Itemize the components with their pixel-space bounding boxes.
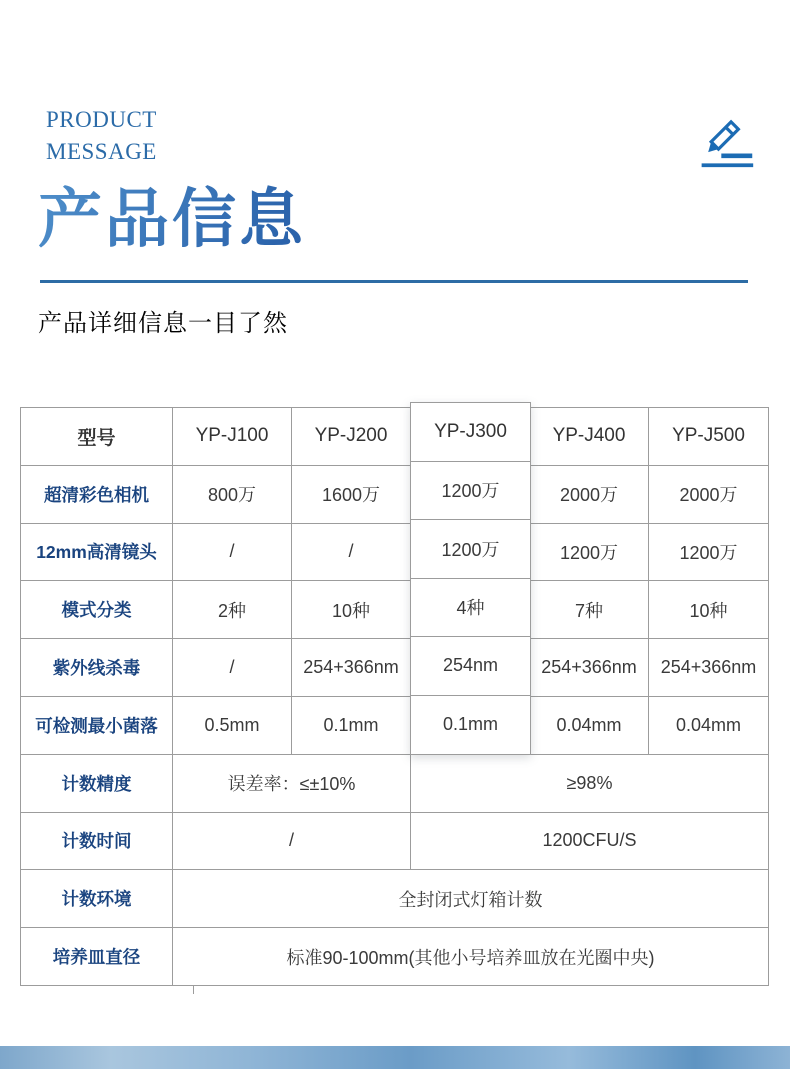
column-header-ypj400: YP-J400 (530, 408, 649, 466)
eyebrow-text (46, 104, 157, 168)
row-label-lens: 12mm高清镜头 (21, 524, 173, 582)
value-cell: 2000万 (649, 466, 769, 524)
value-cell: 254+366nm (530, 639, 649, 697)
highlight-value-cell: 0.1mm (442, 714, 498, 735)
row-label-camera: 超清彩色相机 (21, 466, 173, 524)
column-header-ypj200: YP-J200 (292, 408, 411, 466)
highlight-column-card (410, 402, 531, 755)
highlight-value-cell: 4种 (411, 579, 530, 638)
value-cell: / (173, 639, 292, 697)
eyebrow-line1: PRODUCT (46, 107, 157, 132)
footer-accent-bar (0, 1046, 790, 1069)
row-label-modes: 模式分类 (21, 581, 173, 639)
title-underline (40, 280, 748, 283)
value-cell: 254+366nm (649, 639, 769, 697)
value-cell: 254+366nm (292, 639, 411, 697)
value-cell: 2000万 (530, 466, 649, 524)
spec-table (20, 407, 769, 986)
row-label-uv: 紫外线杀毒 (21, 639, 173, 697)
column-header-ypj300: YP-J300 (411, 403, 530, 462)
pencil-icon (696, 102, 756, 174)
merged-value-full: 全封闭式灯箱计数 (173, 870, 769, 928)
merged-value-full: 标准90-100mm(其他小号培养皿放在光圈中央) (173, 928, 769, 986)
column-header-ypj100: YP-J100 (173, 408, 292, 466)
value-cell: 0.5mm (173, 697, 292, 755)
page-title: 产品信息 (38, 168, 306, 260)
row-label-dish-diameter: 培养皿直径 (21, 928, 173, 986)
row-label-count-time: 计数时间 (21, 813, 173, 871)
highlight-value-cell: 254nm (411, 637, 530, 696)
table-header-model: 型号 (21, 408, 173, 466)
border-stub (193, 986, 194, 994)
merged-value-right: 1200CFU/S (411, 813, 769, 871)
row-label-accuracy: 计数精度 (21, 755, 173, 813)
value-cell: / (292, 524, 411, 582)
value-cell: 2种 (173, 581, 292, 639)
value-cell: 1200万 (649, 524, 769, 582)
eyebrow-line2: MESSAGE (46, 139, 157, 164)
value-cell: 7种 (530, 581, 649, 639)
value-cell: 1200万 (530, 524, 649, 582)
value-cell: 800万 (173, 466, 292, 524)
merged-value-left: / (173, 813, 411, 871)
value-cell: / (173, 524, 292, 582)
value-cell: 10种 (292, 581, 411, 639)
value-cell: 0.04mm (530, 697, 649, 755)
highlight-value-cell: 1200万 (411, 520, 530, 579)
value-cell: 0.1mm (292, 697, 411, 755)
column-header-ypj500: YP-J500 (649, 408, 769, 466)
value-cell: 1600万 (292, 466, 411, 524)
value-cell: 10种 (649, 581, 769, 639)
row-label-environment: 计数环境 (21, 870, 173, 928)
merged-value-right: ≥98% (411, 755, 769, 813)
merged-value-left: 误差率：≤±10% (173, 755, 411, 813)
row-label-colony: 可检测最小菌落 (21, 697, 173, 755)
value-cell: 0.04mm (649, 697, 769, 755)
highlight-value-cell: 1200万 (411, 462, 530, 521)
page-subtitle: 产品详细信息一目了然 (38, 311, 288, 337)
